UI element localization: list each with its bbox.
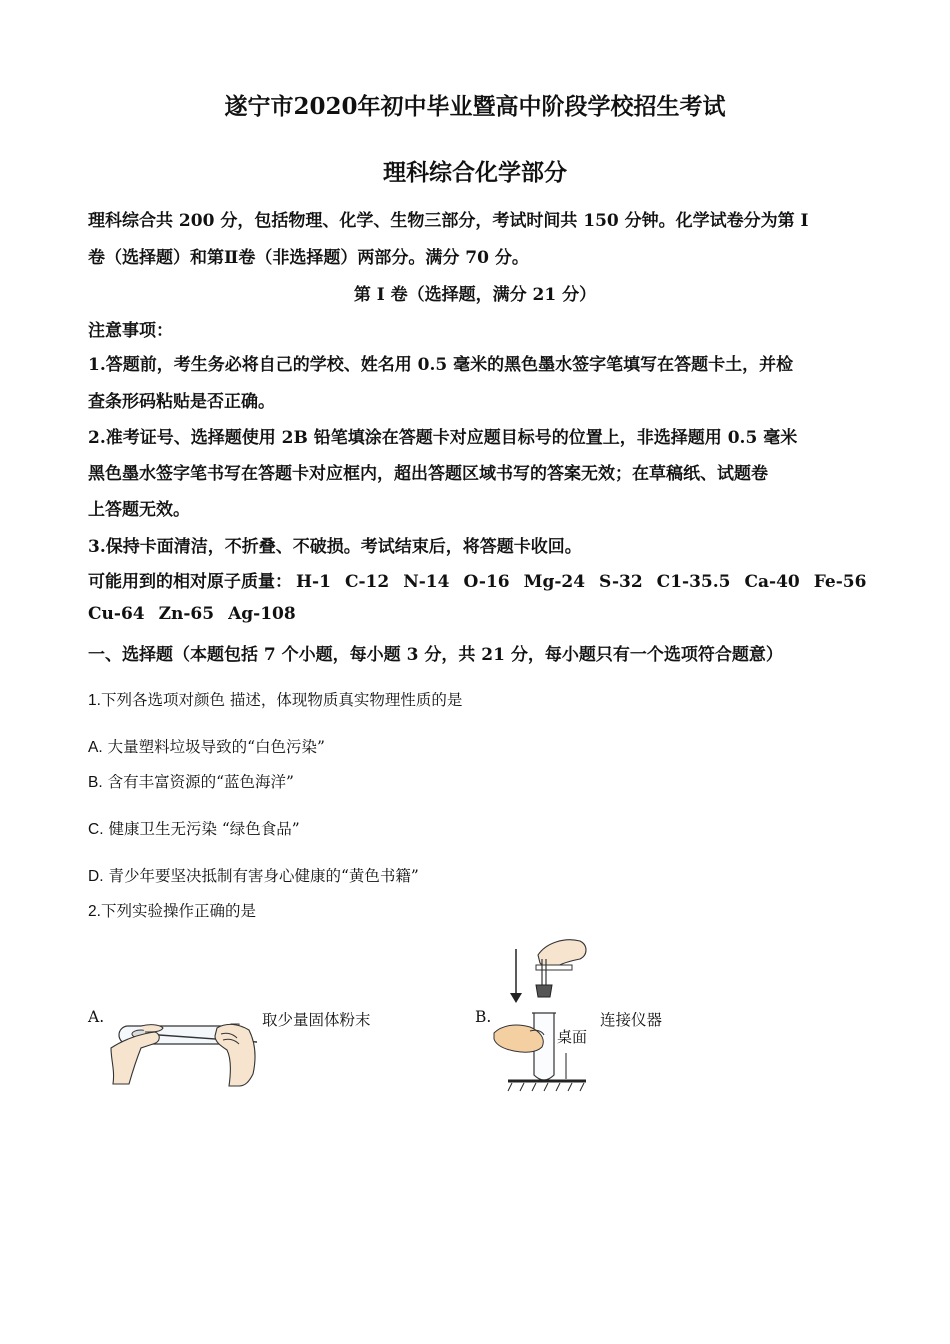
notice-item-2-cont2: 上答题无效。 (88, 500, 190, 520)
notice-item-2: 2.准考证号、选择题使用 2B 铅笔填涂在答题卡对应题目标号的位置上，非选择题用 0.5 毫米 (88, 428, 798, 448)
option-label: B. (88, 774, 103, 791)
option-text: 青少年要坚决抵制有害身心健康的“黄色书籍” (108, 867, 419, 885)
atomic-masses-row-1 (88, 567, 866, 592)
q2-option-b-label: B. (475, 1008, 492, 1026)
mass-item: Ca-40 (744, 572, 800, 592)
mass-item: C-12 (344, 572, 390, 592)
part-one-heading: 一、选择题（本题包括 7 个小题，每小题 3 分，共 21 分，每小题只有一个选项符合题意） (88, 645, 783, 665)
q2-option-a-caption: 取少量固体粉末 (262, 1011, 371, 1029)
question-number: 1. (88, 692, 101, 709)
q1-option-b (88, 770, 294, 792)
mass-item: Cu-64 (88, 604, 145, 624)
q1-option-a (88, 735, 325, 757)
option-label: A. (88, 739, 103, 756)
option-text: 含有丰富资源的“蓝色海洋” (107, 773, 294, 791)
option-text: 健康卫生无污染 “绿色食品” (108, 820, 300, 838)
q1-option-c (88, 817, 300, 839)
mass-item: N-14 (403, 572, 450, 592)
mass-item: H-1 (296, 572, 331, 592)
page-title: 遂宁市2020年初中毕业暨高中阶段学校招生考试 (224, 93, 726, 120)
question-text: 下列实验操作正确的是 (100, 902, 256, 920)
mass-item: O-16 (463, 572, 510, 592)
q1-option-d (88, 864, 419, 886)
question-1-stem (88, 688, 462, 710)
connect-apparatus-figure (490, 935, 590, 1095)
mass-item: Fe-56 (813, 572, 867, 592)
atomic-masses-label: 可能用到的相对原子质量： (88, 572, 292, 592)
notice-item-1-cont: 查条形码粘贴是否正确。 (88, 392, 275, 412)
option-label: C. (88, 821, 104, 838)
intro-line-2: 卷（选择题）和第Ⅱ卷（非选择题）两部分。满分 70 分。 (88, 248, 529, 268)
q2-option-b-caption: 连接仪器 (600, 1011, 663, 1029)
notice-label: 注意事项： (88, 321, 173, 341)
mass-item: C1-35.5 (656, 572, 731, 592)
question-2-stem (88, 899, 256, 921)
option-label: D. (88, 868, 104, 885)
question-number: 2. (88, 903, 101, 920)
question-text: 下列各选项对颜色 描述，体现物质真实物理性质的是 (100, 691, 463, 709)
test-tube-powder-figure (105, 1012, 265, 1092)
q2-option-a-label: A. (88, 1008, 105, 1026)
mass-item: Zn-65 (158, 604, 215, 624)
intro-line-1: 理科综合共 200 分，包括物理、化学、生物三部分，考试时间共 150 分钟。化学试卷分为第 I (88, 211, 809, 231)
notice-item-3: 3.保持卡面清洁，不折叠、不破损。考试结束后，将答题卡收回。 (88, 537, 582, 557)
figure-label-desktop: 桌面 (557, 1028, 588, 1046)
notice-item-1: 1.答题前，考生务必将自己的学校、姓名用 0.5 毫米的黑色墨水签字笔填写在答题卡土，并检 (88, 355, 794, 375)
mass-item: Ag-108 (228, 604, 296, 624)
mass-item: Mg-24 (523, 572, 586, 592)
page-subtitle: 理科综合化学部分 (383, 159, 567, 186)
option-text: 大量塑料垃圾导致的“白色污染” (107, 738, 325, 756)
atomic-masses-row-2 (88, 604, 296, 624)
notice-item-2-cont: 黑色墨水签字笔书写在答题卡对应框内，超出答题区域书写的答案无效；在草稿纸、试题卷 (88, 464, 768, 484)
mass-item: S-32 (599, 572, 643, 592)
section-heading: 第 I 卷（选择题，满分 21 分） (353, 285, 597, 305)
